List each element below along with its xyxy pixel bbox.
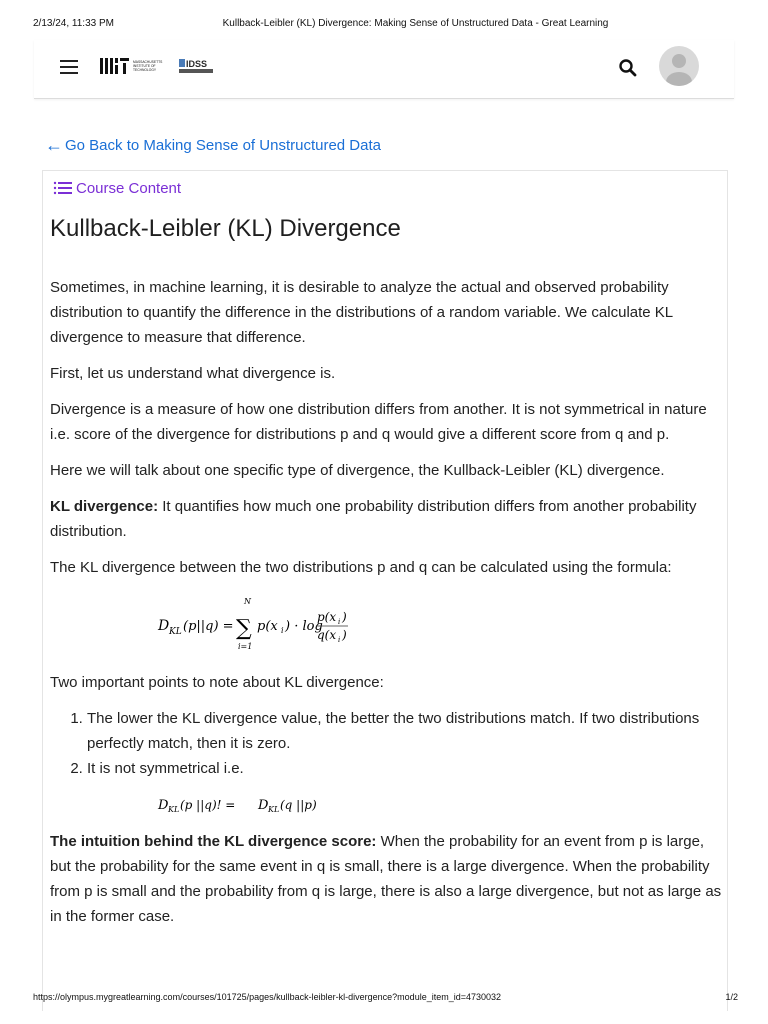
paragraph-intuition xyxy=(50,829,722,929)
course-content-button[interactable] xyxy=(53,180,181,197)
formula-numerator: p(x xyxy=(317,610,337,624)
formula-denominator: q(x xyxy=(317,628,337,642)
mit-sub-line-1: MASSACHUSETTS xyxy=(133,60,163,64)
kl-divergence-text: It quantifies how much one probability distribution differs from another probability distribution. xyxy=(50,498,697,540)
formula-lhs-sub: KL xyxy=(169,627,182,637)
user-avatar-icon[interactable] xyxy=(659,46,699,86)
asym-left-args: (p ||q)! = xyxy=(180,798,236,812)
idss-logo-text: IDSS xyxy=(186,59,208,69)
list-item: 1. The lower the KL divergence value, the better the two distributions match. If two distributions perfectly match, then it is zero. xyxy=(87,706,722,756)
paragraph-two-points: Two important points to note about KL divergence: xyxy=(50,674,384,691)
asym-right: D xyxy=(258,798,269,813)
asymmetry-formula xyxy=(50,791,722,817)
kl-divergence-label: KL divergence: xyxy=(50,498,159,515)
top-navbar xyxy=(34,40,734,99)
mit-sub-line-3: TECHNOLOGY xyxy=(133,68,157,72)
formula-numerator-sub: i xyxy=(338,618,341,626)
formula-numerator-end: ) xyxy=(342,610,347,624)
formula-denominator-sub: i xyxy=(338,636,341,644)
asym-left: D xyxy=(158,798,169,813)
kl-formula xyxy=(50,594,722,652)
asym-right-sub: KL xyxy=(268,805,280,814)
search-icon[interactable] xyxy=(617,57,639,79)
asym-right-args: (q ||p) xyxy=(280,798,317,812)
formula-denominator-end: ) xyxy=(342,628,347,642)
course-content-label: Course Content xyxy=(76,180,182,197)
formula-sum-lower: i=1 xyxy=(238,642,253,651)
article-body xyxy=(50,275,722,940)
paragraph-kl-intro: Here we will talk about one specific type of divergence, the Kullback-Leibler (KL) divergence. xyxy=(50,462,665,479)
print-date: 2/13/24, 11:33 PM xyxy=(33,18,114,29)
kl-points-list xyxy=(50,706,722,781)
print-page-number: 1/2 xyxy=(725,992,738,1002)
print-url: https://olympus.mygreatlearning.com/courses/101725/pages/kullback-leibler-kl-divergence?module_item_id=4730032 xyxy=(33,992,502,1002)
intuition-text: When the probability for an event from p is large, but the probability for the same event in q is small, there is a large divergence. When the probability from p is small and the probability from q is large, there is also a large divergence, but not as large as in the former case. xyxy=(50,833,722,925)
mit-sub-line-2: INSTITUTE OF xyxy=(133,64,156,68)
intuition-label: The intuition behind the KL divergence score: xyxy=(50,833,377,850)
mit-logo xyxy=(100,55,178,77)
list-item: 2. It is not symmetrical i.e. xyxy=(87,756,722,781)
formula-body-sub: i xyxy=(281,626,284,635)
formula-sum-upper: N xyxy=(244,597,251,606)
idss-logo xyxy=(179,55,213,77)
paragraph-intro: Sometimes, in machine learning, it is desirable to analyze the actual and observed probability distribution to quantify the difference in the distributions of a random variable. We calculate KL divergence to measure that difference. xyxy=(50,279,673,346)
print-page-title: Kullback-Leibler (KL) Divergence: Making Sense of Unstructured Data - Great Learning xyxy=(222,18,609,29)
paragraph-formula-intro: The KL divergence between the two distributions p and q can be calculated using the formula: xyxy=(50,559,672,576)
back-arrow-icon: ← xyxy=(45,135,63,155)
asym-left-sub: KL xyxy=(168,805,180,814)
sigma-icon: ∑ xyxy=(236,616,252,641)
formula-lhs: D xyxy=(158,618,170,634)
formula-lhs-args: (p||q) = xyxy=(183,619,234,634)
paragraph-divergence-definition: Divergence is a measure of how one distribution differs from another. It is not symmetrical in nature i.e. score of the divergence for distributions p and q would give a different score from q and p. xyxy=(50,401,707,443)
formula-body-end: ) · log xyxy=(285,619,323,634)
article-title: Kullback-Leibler (KL) Divergence xyxy=(50,215,401,242)
print-header xyxy=(33,18,738,32)
go-back-label: Go Back to Making Sense of Unstructured Data xyxy=(65,137,381,154)
hamburger-menu-icon[interactable] xyxy=(60,60,78,74)
list-icon xyxy=(53,180,73,196)
print-footer xyxy=(33,992,738,1006)
formula-body: p(x xyxy=(257,619,278,634)
paragraph-divergence-question: First, let us understand what divergence is. xyxy=(50,365,336,382)
go-back-link[interactable] xyxy=(45,135,381,156)
paragraph-kl-definition xyxy=(50,494,722,544)
